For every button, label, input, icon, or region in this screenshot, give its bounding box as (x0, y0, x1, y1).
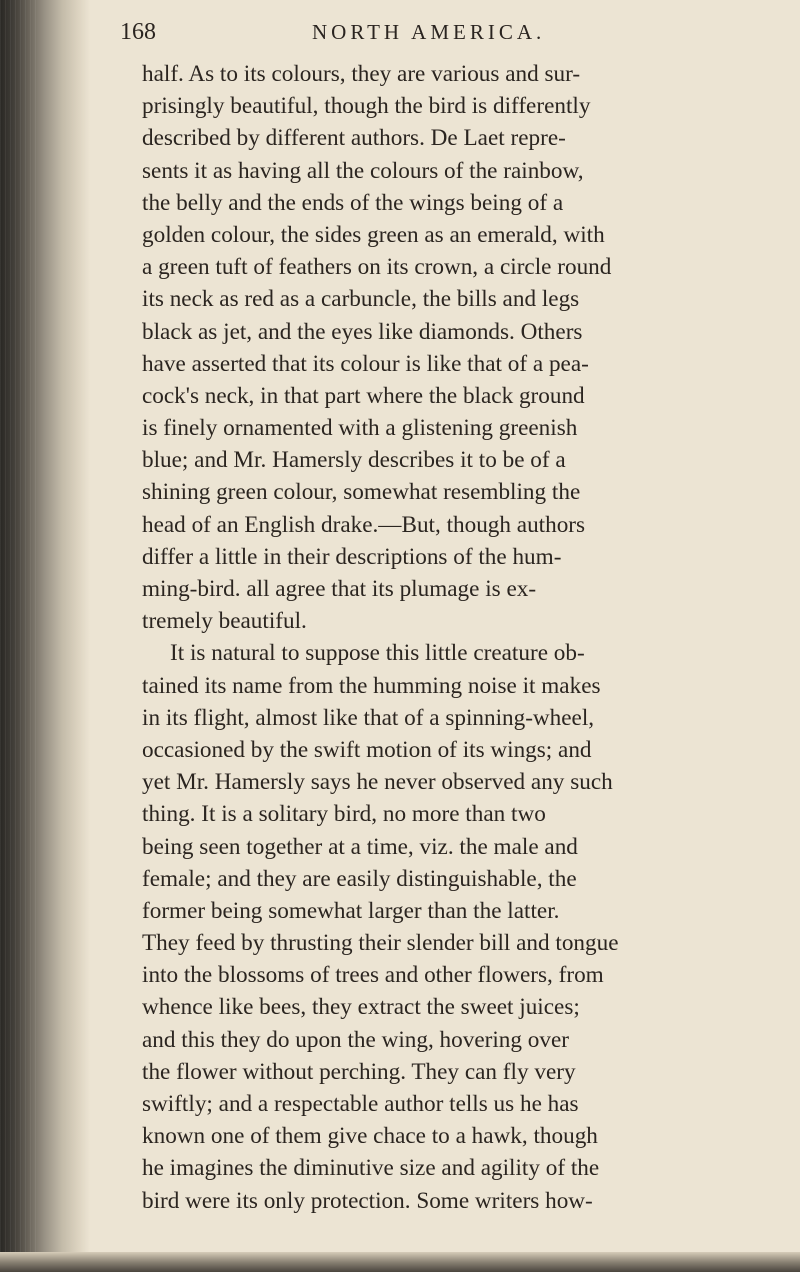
text-line: known one of them give chace to a hawk, though (142, 1123, 598, 1150)
text-line: the flower without perching. They can fly very (142, 1058, 576, 1085)
text-line: in its flight, almost like that of a spinning-wheel, (142, 704, 595, 731)
text-line: black as jet, and the eyes like diamonds. Others (142, 318, 583, 345)
text-line: prisingly beautiful, though the bird is differently (142, 93, 591, 120)
text-line: cock's neck, in that part where the black ground (142, 382, 585, 409)
text-line: half. As to its colours, they are various and sur- (142, 61, 581, 87)
text-line: its neck as red as a carbuncle, the bills and legs (142, 286, 580, 313)
text-line: is finely ornamented with a glistening greenish (142, 415, 578, 442)
text-line: swiftly; and a respectable author tells us he has (142, 1091, 579, 1117)
running-title: NORTH AMERICA. (312, 20, 546, 44)
paragraph (142, 58, 782, 637)
text-line: ming-bird. all agree that its plumage is ex- (142, 576, 537, 602)
paragraph (142, 637, 782, 1216)
text-line: tremely beautiful. (142, 608, 307, 635)
text-line: he imagines the diminutive size and agility of the (142, 1155, 600, 1182)
text-line: whence like bees, they extract the sweet juices; (142, 994, 580, 1021)
text-line: occasioned by the swift motion of its wings; and (142, 736, 592, 763)
text-line: golden colour, the sides green as an emerald, with (142, 221, 605, 248)
text-line: shining green colour, somewhat resembling the (142, 479, 581, 506)
text-line: have asserted that its colour is like that of a pea- (142, 350, 589, 377)
text-line: yet Mr. Hamersly says he never observed any such (142, 769, 613, 796)
book-page (112, 10, 792, 1217)
text-line: a green tuft of feathers on its crown, a circle round (142, 254, 612, 281)
text-line: differ a little in their descriptions of the hum- (142, 543, 562, 570)
text-line: described by different authors. De Laet repre- (142, 125, 566, 152)
text-line: into the blossoms of trees and other flowers, from (142, 962, 604, 989)
text-line: head of an English drake.—But, though authors (142, 511, 586, 538)
text-line: the belly and the ends of the wings being of a (142, 189, 564, 216)
text-line: thing. It is a solitary bird, no more than two (142, 801, 546, 828)
text-line: bird were its only protection. Some writers how- (142, 1187, 593, 1214)
text-line: sents it as having all the colours of the rainbow, (142, 157, 584, 184)
text-line: tained its name from the humming noise it makes (142, 672, 601, 699)
binding-texture (0, 0, 40, 1272)
text-line: being seen together at a time, viz. the male and (142, 833, 578, 860)
page-bottom-edge (0, 1252, 800, 1272)
running-head (112, 10, 792, 54)
page-number: 168 (120, 19, 156, 45)
text-line: blue; and Mr. Hamersly describes it to be of a (142, 447, 566, 474)
text-line: former being somewhat larger than the latter. (142, 897, 560, 924)
text-line: They feed by thrusting their slender bill and tongue (142, 930, 619, 957)
body-text (142, 58, 782, 1217)
text-line: and this they do upon the wing, hovering over (142, 1026, 569, 1053)
text-line: It is natural to suppose this little creature ob- (170, 640, 585, 667)
text-line: female; and they are easily distinguishable, the (142, 865, 577, 892)
